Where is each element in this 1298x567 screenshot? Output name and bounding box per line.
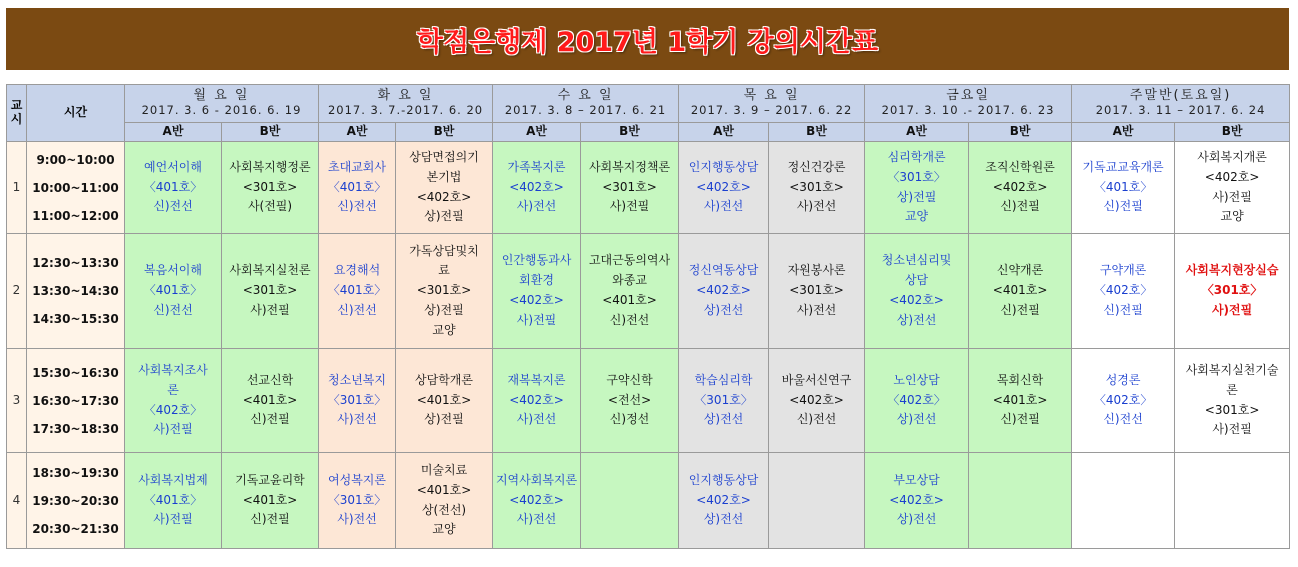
- period-number: 2: [7, 234, 27, 349]
- course-name: 미술치료: [420, 462, 468, 477]
- course-detail: 신)전필: [1000, 412, 1040, 427]
- course-detail: <402호>: [696, 179, 751, 194]
- course-detail: 상)전필: [424, 302, 464, 317]
- course-cell: [319, 453, 396, 549]
- course-detail: <402호>: [992, 179, 1048, 194]
- course-name: 구약개론: [1099, 263, 1147, 278]
- course-detail: 신)정선: [609, 412, 650, 427]
- course-detail: 사)전필: [153, 422, 193, 437]
- time-slot: 18:30~19:30: [32, 465, 119, 480]
- course-detail: 신)전필: [1103, 302, 1143, 317]
- empty-cell: [769, 453, 865, 549]
- course-cell: [969, 234, 1072, 349]
- course-detail: 신)전선: [1103, 412, 1143, 427]
- course-detail: 사)전선: [516, 199, 557, 214]
- course-cell: [769, 234, 865, 349]
- course-detail: <402호>: [509, 392, 564, 407]
- period-number: 1: [7, 142, 27, 234]
- course-cell: [1175, 142, 1290, 234]
- empty-cell: [1175, 453, 1290, 549]
- course-name: 사회복지실천기술: [1185, 362, 1279, 377]
- course-name: 사회복지개론: [1197, 149, 1267, 164]
- class-a-header: A반: [125, 123, 222, 142]
- time-slots: [27, 349, 125, 453]
- empty-cell: [969, 453, 1072, 549]
- class-b-header: B반: [769, 123, 865, 142]
- course-detail: 〈401호〉: [327, 179, 387, 194]
- course-detail: <301호>: [1204, 402, 1260, 417]
- course-name: 성경론: [1105, 372, 1141, 387]
- class-b-header: B반: [396, 123, 493, 142]
- course-detail: 사)전선: [516, 412, 557, 427]
- course-cell: [493, 349, 581, 453]
- course-cell: [581, 234, 679, 349]
- course-name: 사회복지정책론: [588, 159, 671, 174]
- course-name: 기독교교육개론: [1082, 159, 1164, 174]
- course-cell: [222, 234, 319, 349]
- course-name: 부모상담: [893, 472, 940, 487]
- course-detail: 〈301호〉: [327, 392, 387, 407]
- day-name: 금요일: [946, 88, 990, 104]
- course-detail: 본기법: [426, 169, 462, 184]
- course-detail: <401호>: [242, 492, 298, 507]
- time-slot: 13:30~14:30: [32, 284, 119, 298]
- course-detail: <402호>: [509, 179, 564, 194]
- course-detail: 론: [167, 382, 179, 397]
- time-slot: 10:00~11:00: [32, 180, 119, 195]
- class-b-header: B반: [222, 123, 319, 142]
- course-detail: <401호>: [992, 392, 1048, 407]
- course-detail: 사)전필: [1211, 302, 1253, 317]
- day-name: 주말반(토요일): [1129, 88, 1232, 104]
- timetable-row: [7, 349, 1290, 453]
- day-range: 2017. 3. 9 – 2017. 6. 22: [690, 103, 853, 118]
- day-name: 목 요 일: [743, 88, 800, 104]
- course-name: 요경해석: [333, 263, 381, 278]
- day-name: 수 요 일: [557, 88, 614, 104]
- course-cell: [396, 234, 493, 349]
- day-header-mon: [125, 85, 319, 123]
- course-cell: [679, 234, 769, 349]
- course-cell: [865, 349, 969, 453]
- course-name: 사회복지행정론: [229, 159, 311, 174]
- time-slot: 14:30~15:30: [32, 312, 119, 326]
- course-detail: 〈402호〉: [143, 402, 203, 417]
- course-detail: <301호>: [242, 283, 298, 298]
- course-cell: [493, 453, 581, 549]
- course-detail: <301호>: [602, 179, 657, 194]
- course-name: 바울서신연구: [781, 372, 852, 387]
- course-detail: 신)전필: [1103, 199, 1143, 214]
- course-name: 청소년심리및: [881, 253, 952, 268]
- timetable: [6, 84, 1290, 549]
- course-name: 가독상담및치: [409, 243, 479, 258]
- course-detail: <301호>: [789, 179, 844, 194]
- course-detail: <402호>: [416, 189, 472, 204]
- course-cell: [125, 453, 222, 549]
- day-range: 2017. 3. 11 – 2017. 6. 24: [1095, 103, 1266, 118]
- course-name: 정신역동상담: [688, 263, 759, 278]
- course-detail: <402호>: [889, 492, 944, 507]
- class-a-header: A반: [493, 123, 581, 142]
- day-range: 2017. 3. 6 - 2016. 6. 19: [141, 103, 302, 118]
- course-detail: 회환경: [519, 273, 554, 288]
- timetable-row: [7, 234, 1290, 349]
- class-a-header: A반: [1072, 123, 1175, 142]
- course-detail: 료: [438, 263, 450, 278]
- course-name: 초대교회사: [328, 159, 386, 174]
- course-cell: [679, 453, 769, 549]
- course-detail: <301호>: [242, 179, 298, 194]
- course-cell: [222, 349, 319, 453]
- course-detail: 상)전선: [703, 302, 744, 317]
- course-cell: [1072, 142, 1175, 234]
- course-detail: <301호>: [416, 283, 472, 298]
- course-detail: 사)전선: [796, 302, 837, 317]
- time-slot: 19:30~20:30: [32, 493, 119, 508]
- course-detail: 사)전필: [1212, 189, 1252, 204]
- course-detail: 신)전필: [1000, 302, 1040, 317]
- time-slots: [27, 453, 125, 549]
- course-name: 고대근동의역사: [588, 253, 671, 268]
- course-cell: [396, 142, 493, 234]
- course-detail: 〈301호〉: [1201, 283, 1263, 298]
- course-name: 상담면접의기: [409, 149, 479, 164]
- course-detail: 신)전선: [609, 312, 650, 327]
- course-detail: 론: [1226, 382, 1238, 397]
- day-header-sat: [1072, 85, 1290, 123]
- timetable-row: [7, 142, 1290, 234]
- course-detail: 사)전필: [609, 199, 650, 214]
- time-slot: 9:00~10:00: [36, 152, 115, 167]
- day-range: 2017. 3. 7.-2017. 6. 20: [327, 103, 484, 118]
- course-detail: 상)전필: [424, 412, 464, 427]
- day-header-fri: [865, 85, 1072, 123]
- course-detail: 사(전필): [247, 199, 293, 214]
- course-detail: 사)전필: [250, 302, 290, 317]
- course-cell: [319, 142, 396, 234]
- course-detail: 상)전선: [896, 412, 937, 427]
- course-detail: <301호>: [789, 283, 844, 298]
- course-detail: <전선>: [607, 392, 652, 407]
- timetable-row: [7, 453, 1290, 549]
- course-detail: <401호>: [992, 283, 1048, 298]
- course-cell: [679, 142, 769, 234]
- day-range: 2017. 3. 10 .- 2017. 6. 23: [881, 103, 1055, 118]
- period-number: 3: [7, 349, 27, 453]
- course-cell: [1175, 234, 1290, 349]
- course-cell: [865, 453, 969, 549]
- page-title: 학점은행제 2017년 1학기 강의시간표: [416, 26, 879, 58]
- course-name: 학습심리학: [694, 372, 753, 387]
- course-detail: <402호>: [509, 492, 564, 507]
- course-detail: <402호>: [509, 293, 564, 307]
- course-cell: [125, 349, 222, 453]
- time-slot: 20:30~21:30: [32, 521, 119, 536]
- course-detail: <401호>: [242, 392, 298, 407]
- course-cell: [679, 349, 769, 453]
- course-detail: 신)전선: [153, 302, 193, 317]
- course-detail: 신)전필: [250, 412, 290, 427]
- course-detail: 〈301호〉: [887, 169, 946, 184]
- course-detail: 〈301호〉: [327, 492, 387, 507]
- course-name: 노인상담: [893, 372, 940, 387]
- course-name: 사회복지실천론: [229, 263, 311, 278]
- course-cell: [1175, 349, 1290, 453]
- course-name: 인간행동과사: [501, 253, 572, 268]
- course-cell: [1072, 349, 1175, 453]
- empty-cell: [1072, 453, 1175, 549]
- course-detail: 사)전필: [1212, 422, 1252, 437]
- course-detail: 사)전필: [516, 312, 557, 327]
- course-detail: 〈301호〉: [694, 392, 753, 407]
- course-name: 기독교윤리학: [235, 472, 305, 487]
- class-b-header: B반: [1175, 123, 1290, 142]
- course-detail: 상담: [904, 273, 929, 288]
- title-bar: [6, 8, 1289, 70]
- course-cell: [769, 349, 865, 453]
- course-detail: 교양: [432, 322, 456, 337]
- course-detail: 〈401호〉: [143, 492, 203, 507]
- course-detail: 〈402호〉: [1093, 283, 1153, 298]
- day-header-wed: [493, 85, 679, 123]
- period-number: 4: [7, 453, 27, 549]
- course-detail: 〈402호〉: [1093, 392, 1153, 407]
- course-detail: 상)전선: [896, 312, 937, 327]
- course-name: 예언서이해: [144, 159, 202, 174]
- course-cell: [319, 234, 396, 349]
- course-detail: 교양: [904, 209, 929, 224]
- course-cell: [125, 142, 222, 234]
- class-b-header: B반: [581, 123, 679, 142]
- period-header: 교시: [7, 85, 27, 142]
- course-name: 자원봉사론: [787, 263, 846, 278]
- timetable-body: [7, 142, 1290, 549]
- course-name: 인지행동상담: [688, 159, 759, 174]
- course-detail: 〈402호〉: [887, 392, 946, 407]
- day-range: 2017. 3. 8 – 2017. 6. 21: [504, 103, 667, 118]
- course-detail: 교양: [1220, 209, 1244, 224]
- course-detail: <401호>: [602, 293, 657, 307]
- course-cell: [581, 349, 679, 453]
- course-detail: <402호>: [789, 392, 844, 407]
- course-detail: 와종교: [612, 273, 647, 288]
- course-detail: 신)전필: [1000, 199, 1040, 214]
- course-name: 인지행동상담: [688, 472, 759, 487]
- timetable-header: [7, 85, 1290, 142]
- course-cell: [396, 453, 493, 549]
- course-name: 조직신학원론: [985, 159, 1055, 174]
- course-name: 재복복지론: [507, 372, 566, 387]
- course-detail: 상)전필: [896, 189, 937, 204]
- class-b-header: B반: [969, 123, 1072, 142]
- class-a-header: A반: [319, 123, 396, 142]
- course-name: 청소년복지: [328, 372, 386, 387]
- course-cell: [125, 234, 222, 349]
- course-cell: [1072, 234, 1175, 349]
- course-cell: [396, 349, 493, 453]
- course-cell: [319, 349, 396, 453]
- course-detail: 상)전선: [896, 512, 937, 527]
- course-name: 복음서이해: [144, 263, 202, 278]
- course-cell: [493, 234, 581, 349]
- course-detail: 〈401호〉: [1093, 179, 1153, 194]
- course-detail: <401호>: [416, 482, 472, 497]
- course-cell: [222, 453, 319, 549]
- course-detail: <402호>: [696, 492, 751, 507]
- course-detail: 신)전필: [250, 512, 290, 527]
- class-a-header: A반: [865, 123, 969, 142]
- course-name: 사회복지법제: [138, 472, 208, 487]
- course-detail: 교양: [432, 522, 456, 537]
- course-name: 상담학개론: [415, 372, 473, 387]
- time-slot: 11:00~12:00: [32, 208, 119, 223]
- time-slot: 15:30~16:30: [32, 365, 119, 380]
- course-detail: 신)전선: [337, 302, 377, 317]
- course-detail: 사)전선: [337, 512, 377, 527]
- course-cell: [865, 234, 969, 349]
- course-detail: 신)전선: [153, 199, 193, 214]
- day-header-tue: [319, 85, 493, 123]
- course-cell: [581, 142, 679, 234]
- day-name: 화 요 일: [377, 88, 434, 104]
- class-a-header: A반: [679, 123, 769, 142]
- course-name: 목회신학: [996, 372, 1044, 387]
- course-cell: [769, 142, 865, 234]
- course-name: 사회복지조사: [138, 362, 208, 377]
- time-slot: 16:30~17:30: [32, 393, 119, 408]
- empty-cell: [581, 453, 679, 549]
- course-name: 심리학개론: [887, 149, 946, 164]
- course-detail: 상)전선: [703, 512, 744, 527]
- course-detail: <401호>: [416, 392, 472, 407]
- time-slot: 17:30~18:30: [32, 421, 119, 436]
- course-cell: [865, 142, 969, 234]
- course-detail: <402호>: [889, 293, 944, 307]
- course-detail: 신)전선: [796, 412, 837, 427]
- course-cell: [969, 349, 1072, 453]
- course-name: 선교신학: [246, 372, 294, 387]
- course-detail: 상)전선: [703, 412, 744, 427]
- course-cell: [493, 142, 581, 234]
- course-name: 지역사회복지론: [495, 472, 578, 487]
- course-detail: <402호>: [696, 283, 751, 298]
- course-detail: 사)전선: [337, 412, 377, 427]
- course-name: 가족복지론: [507, 159, 566, 174]
- course-detail: 상)전필: [424, 209, 464, 224]
- time-slots: [27, 142, 125, 234]
- course-name: 신약개론: [996, 263, 1044, 278]
- course-detail: 〈401호〉: [327, 283, 387, 298]
- course-detail: 사)전선: [516, 512, 557, 527]
- course-detail: 신)전선: [337, 199, 377, 214]
- time-slots: [27, 234, 125, 349]
- course-cell: [222, 142, 319, 234]
- course-detail: 사)전선: [796, 199, 837, 214]
- course-detail: 사)전선: [703, 199, 744, 214]
- day-name: 월 요 일: [193, 88, 250, 104]
- course-name: 정신건강론: [787, 159, 846, 174]
- course-name: 여성복지론: [328, 472, 386, 487]
- course-name: 구약신학: [606, 372, 653, 387]
- time-slot: 12:30~13:30: [32, 256, 119, 270]
- course-name: 사회복지현장실습: [1185, 263, 1279, 278]
- course-detail: 〈401호〉: [143, 179, 203, 194]
- course-detail: 사)전필: [153, 512, 193, 527]
- day-header-thu: [679, 85, 865, 123]
- course-detail: 상(전선): [421, 502, 467, 517]
- course-detail: 〈401호〉: [143, 283, 203, 298]
- course-cell: [969, 142, 1072, 234]
- time-header: 시간: [27, 85, 125, 142]
- course-detail: <402호>: [1204, 169, 1260, 184]
